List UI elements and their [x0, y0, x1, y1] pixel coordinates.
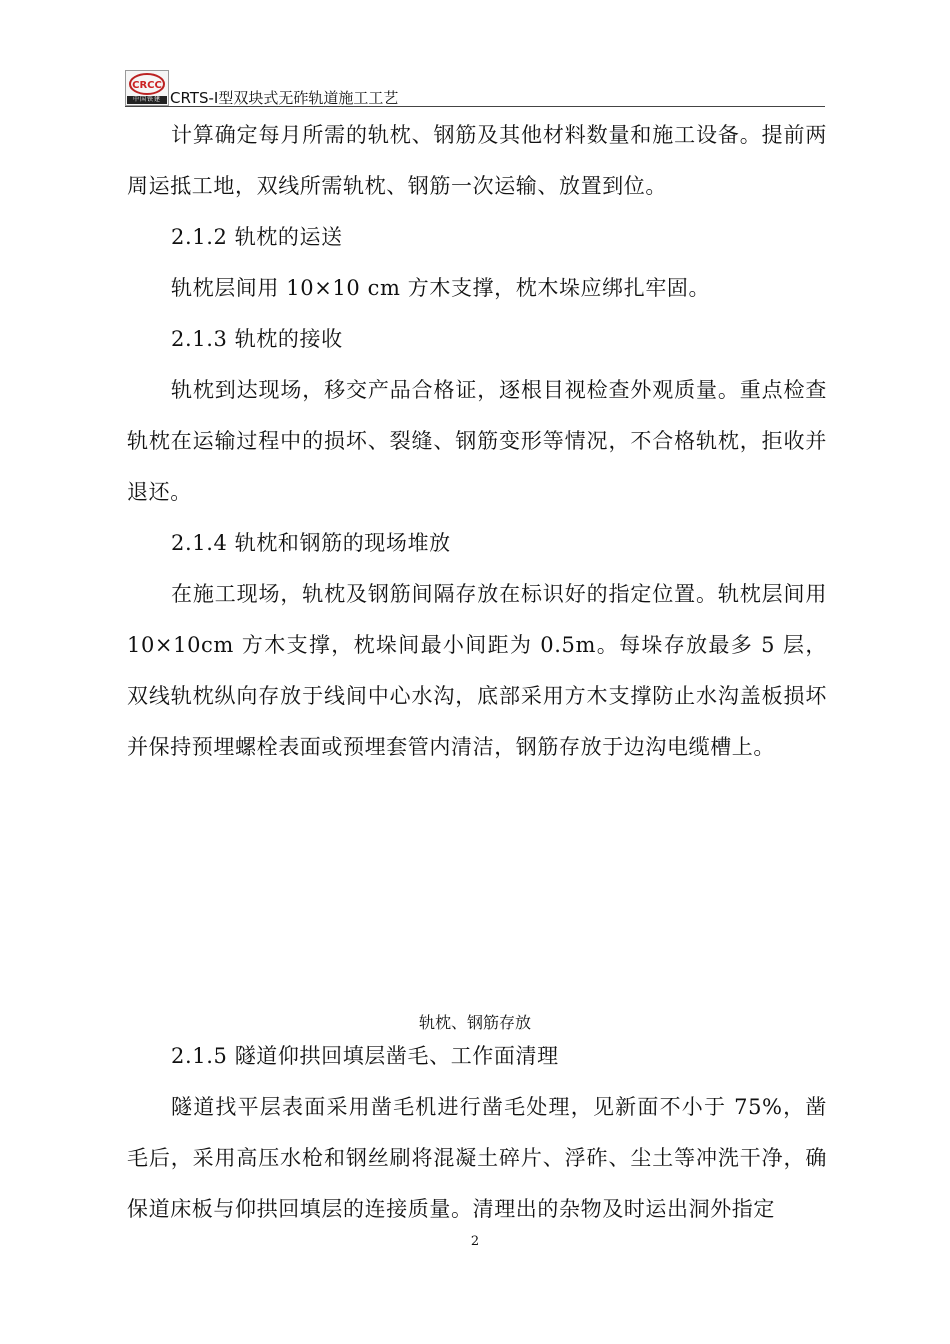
paragraph: 计算确定每月所需的轨枕、钢筋及其他材料数量和施工设备。提前两周运抵工地，双线所需轨枕、钢筋一次运输、放置到位。 — [127, 123, 827, 198]
page-header — [125, 68, 398, 106]
crcc-logo — [125, 70, 169, 106]
paragraph: 在施工现场，轨枕及钢筋间隔存放在标识好的指定位置。轨枕层间用 10×10cm 方木支撑，枕垛间最小间距为 0.5m。每垛存放最多 5 层，双线轨枕纵向存放于线间中心水沟，底部采用方木支撑防止水沟盖板损坏并保持预埋螺栓表面或预埋套管内清洁，钢筋存放于边沟电缆槽上。 — [127, 582, 827, 759]
logo-mark: CRCC — [132, 80, 162, 91]
paragraph: 隧道找平层表面采用凿毛机进行凿毛处理，见新面不小于 75%，凿毛后，采用高压水枪和钢丝刷将混凝土碎片、浮砟、尘土等冲洗干净，确保道床板与仰拱回填层的连接质量。清理出的杂物及时运出洞外指定 — [127, 1095, 827, 1221]
paragraph: 轨枕层间用 10×10 cm 方木支撑，枕木垛应绑扎牢固。 — [171, 276, 711, 300]
body-text-bottom — [127, 1031, 827, 1235]
section-heading: 2.1.4 轨枕和钢筋的现场堆放 — [171, 531, 451, 555]
section-heading: 2.1.5 隧道仰拱回填层凿毛、工作面清理 — [171, 1044, 559, 1068]
figure-caption: 轨枕、钢筋存放 — [418, 1013, 531, 1032]
section-heading: 2.1.3 轨枕的接收 — [171, 327, 343, 351]
logo-text: 中国铁建 — [127, 96, 167, 104]
page-number: 2 — [470, 1234, 480, 1249]
paragraph: 轨枕到达现场，移交产品合格证，逐根目视检查外观质量。重点检查轨枕在运输过程中的损坏、裂缝、钢筋变形等情况，不合格轨枕，拒收并退还。 — [127, 378, 827, 504]
logo-emblem-icon — [126, 71, 168, 98]
section-heading: 2.1.2 轨枕的运送 — [171, 225, 343, 249]
header-title: CRTS-Ⅰ型双块式无砟轨道施工工艺 — [170, 89, 399, 107]
header-divider — [125, 106, 825, 107]
body-text-top — [127, 110, 827, 773]
